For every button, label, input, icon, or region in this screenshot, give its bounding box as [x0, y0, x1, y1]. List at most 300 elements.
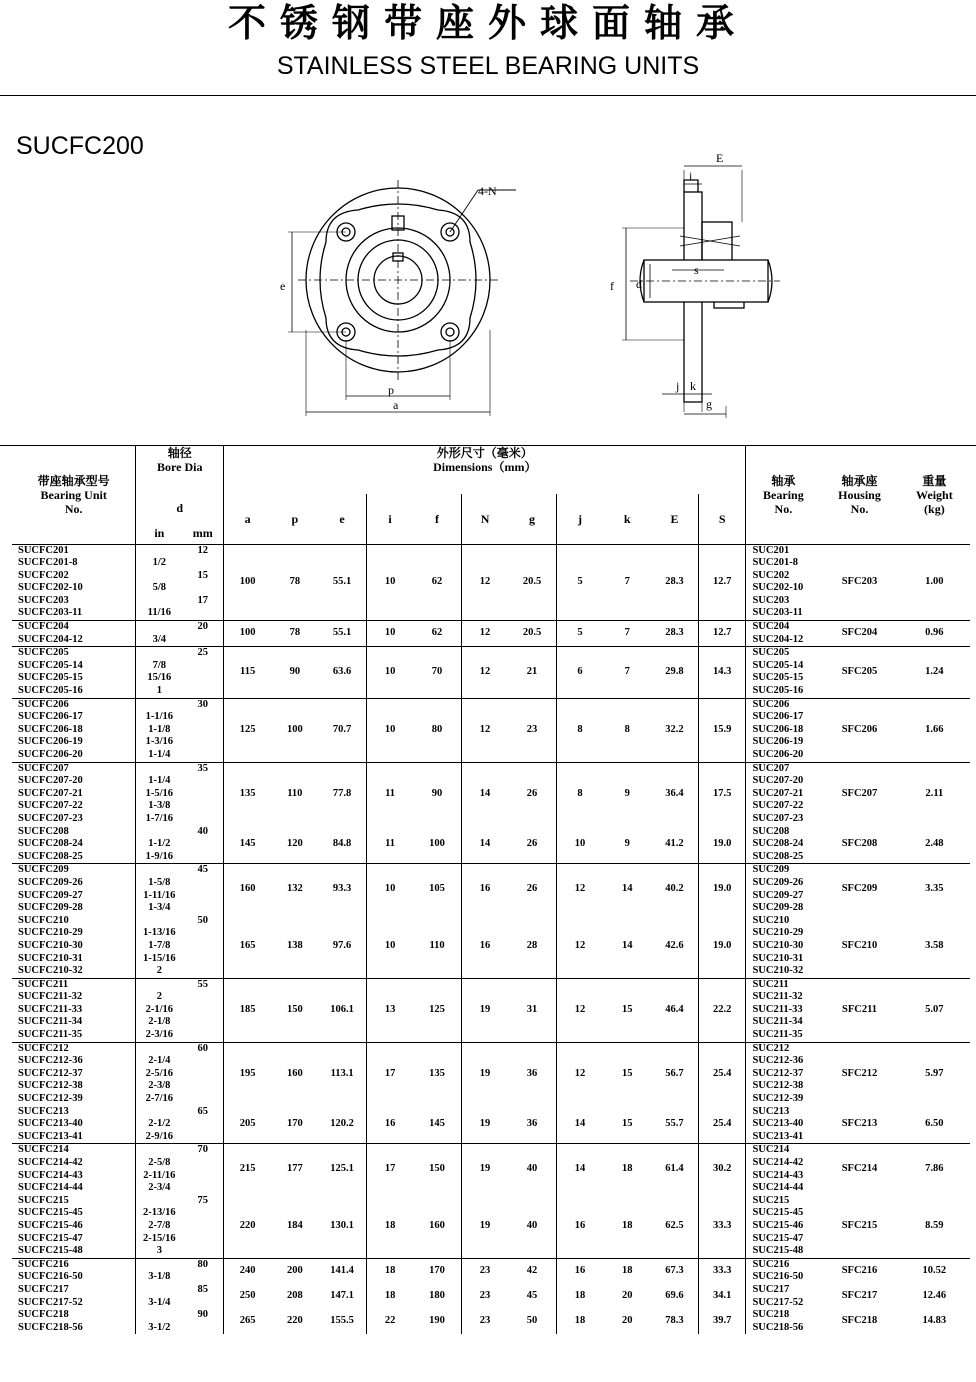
- bearings-value: SUC218-56: [752, 1321, 804, 1333]
- inch-value: [136, 647, 182, 660]
- E-cell: 55.7: [665, 1118, 684, 1130]
- label-k: k: [690, 379, 696, 393]
- bearings-value: SUC212-39: [752, 1093, 804, 1105]
- bearings-cell: [746, 621, 820, 647]
- inch-value: [136, 1144, 182, 1157]
- inch-value: [136, 1106, 182, 1119]
- inch-value: 2: [156, 991, 162, 1003]
- weight-cell: 7.86: [899, 1144, 970, 1195]
- bearings-cell: [746, 1106, 820, 1144]
- j-cell: 6: [556, 647, 603, 698]
- N-cell: 12: [461, 698, 508, 762]
- units-value: SUCFC204-12: [18, 633, 83, 645]
- j-cell: 12: [556, 978, 603, 1042]
- page-title-cn: 不锈钢带座外球面轴承: [227, 1, 748, 45]
- S-cell: 25.4: [698, 1042, 746, 1105]
- inch-cell: [136, 1258, 182, 1284]
- bearings-cell: [746, 1195, 820, 1258]
- g-cell: 40: [509, 1144, 556, 1195]
- units-value: SUCFC214-43: [18, 1169, 83, 1181]
- hdr-unit-no: No.: [64, 501, 83, 516]
- units-cell: [12, 544, 136, 621]
- bearings-value: SUC211-33: [752, 1003, 803, 1015]
- weight-cell: 10.52: [899, 1258, 970, 1284]
- housing-cell: SFC203: [820, 544, 898, 621]
- i-cell: 10: [366, 864, 413, 915]
- bearings-value: SUC211: [752, 978, 789, 990]
- table-row: [12, 1309, 970, 1334]
- mm-cell: [182, 1284, 223, 1309]
- bearings-value: SUC208-24: [752, 838, 804, 850]
- units-value: SUCFC214-44: [18, 1182, 83, 1194]
- hdr-bore-mm: mm: [192, 525, 213, 540]
- mm-value: 25: [197, 647, 208, 659]
- inch-cell: [136, 1284, 182, 1309]
- bearings-value: SUC205-14: [752, 659, 804, 671]
- inch-value: [136, 570, 182, 583]
- bearings-value: SUC202-10: [752, 582, 804, 594]
- p-cell: 220: [286, 1315, 303, 1327]
- j-cell: 8: [556, 762, 603, 825]
- E-cell: 56.7: [651, 1042, 698, 1105]
- mm-value: 75: [197, 1194, 208, 1206]
- hdr-p: p: [291, 511, 299, 526]
- i-cell: 11: [366, 826, 413, 864]
- units-value: SUCFC202: [18, 569, 69, 581]
- inch-value: 15/16: [147, 672, 172, 684]
- j-cell: 5: [556, 544, 603, 621]
- units-cell: [12, 864, 136, 915]
- mm-value: 60: [197, 1042, 208, 1054]
- f-cell: 105: [414, 864, 461, 915]
- inch-value: [136, 545, 182, 558]
- mm-value: 45: [197, 864, 208, 876]
- inch-value: 2-7/8: [148, 1219, 171, 1231]
- inch-value: 2-11/16: [143, 1169, 176, 1181]
- j-cell: 12: [556, 1042, 603, 1105]
- mm-value: [182, 1220, 223, 1233]
- weight-cell: 5.07: [899, 978, 970, 1042]
- inch-cell: [136, 647, 182, 698]
- a-cell: 145: [224, 826, 271, 864]
- hdr-weight-en: Weight: [916, 487, 953, 502]
- N-cell: 12: [461, 647, 508, 698]
- table-row: [12, 1042, 970, 1105]
- inch-value: 1-1/4: [148, 749, 171, 760]
- page-title-en: STAINLESS STEEL BEARING UNITS: [276, 52, 700, 80]
- mm-value: [182, 851, 223, 864]
- a-cell: 220: [224, 1195, 271, 1258]
- bearings-cell: [746, 544, 820, 621]
- bearings-value: SUC210-29: [752, 927, 804, 939]
- hdr-S: S: [698, 494, 746, 544]
- p-cell: 200: [271, 1258, 318, 1284]
- mm-value: 80: [197, 1258, 208, 1270]
- a-cell: 240: [224, 1258, 271, 1284]
- inch-value: 1-1/16: [145, 711, 174, 723]
- bearings-value: SUC217: [752, 1283, 790, 1295]
- E-cell: 46.4: [651, 978, 698, 1042]
- p-cell: 170: [286, 1118, 303, 1130]
- bearings-cell: [746, 1144, 820, 1195]
- units-cell: [12, 978, 136, 1042]
- inch-value: 1-5/8: [148, 876, 171, 888]
- f-cell: 110: [429, 939, 445, 951]
- bearings-value: SUC204: [752, 621, 790, 633]
- inch-value: [136, 864, 182, 877]
- a-cell: 115: [224, 647, 271, 698]
- k-cell: 15: [621, 1118, 633, 1130]
- g-cell: 31: [509, 978, 556, 1042]
- g-cell: 20.5: [509, 621, 556, 647]
- units-cell: [12, 621, 136, 647]
- mm-value: [182, 1271, 223, 1284]
- inch-cell: [136, 864, 182, 915]
- E-cell: 67.3: [651, 1258, 698, 1284]
- inch-value: [136, 1043, 182, 1056]
- inch-cell: [136, 1309, 182, 1334]
- table-body: [12, 544, 970, 1334]
- bearings-cell: [746, 762, 820, 825]
- inch-value: 2-1/4: [148, 1055, 171, 1067]
- mm-value: [182, 902, 223, 915]
- mm-value: [182, 927, 223, 940]
- housing-cell: SFC210: [841, 939, 878, 951]
- housing-cell: SFC211: [820, 978, 898, 1042]
- bearings-value: SUC207-22: [752, 800, 804, 812]
- i-cell: 17: [366, 1144, 413, 1195]
- mm-value: [182, 736, 223, 749]
- bearings-value: SUC210-31: [752, 952, 804, 964]
- inch-value: 2-5/16: [145, 1067, 174, 1079]
- inch-value: 1-3/16: [145, 736, 174, 748]
- weight-cell: 14.83: [922, 1315, 947, 1327]
- a-cell: 135: [224, 762, 271, 825]
- k-cell: 14: [604, 864, 651, 915]
- inch-value: 1-1/8: [148, 723, 171, 735]
- inch-value: 1-7/16: [145, 812, 174, 824]
- units-cell: [12, 762, 136, 825]
- bearings-cell: [746, 698, 820, 762]
- f-cell: 135: [414, 1042, 461, 1105]
- bearings-cell: [746, 1258, 820, 1284]
- hdr-bore-cn: 轴径: [167, 446, 192, 460]
- N-cell: 12: [461, 544, 508, 621]
- p-cell: 184: [286, 1219, 303, 1231]
- bearings-value: SUC205-16: [752, 685, 804, 697]
- a-cell: 100: [224, 544, 271, 621]
- mm-value: 65: [197, 1105, 208, 1117]
- hdr-i: i: [366, 494, 413, 544]
- p-cell: 160: [271, 1042, 318, 1105]
- f-cell: 70: [414, 647, 461, 698]
- bearings-value: SUC208-25: [752, 850, 804, 862]
- N-cell: 19: [461, 1195, 508, 1258]
- k-cell: 15: [604, 1042, 651, 1105]
- S-cell: 19.0: [698, 826, 746, 864]
- e-cell: 97.6: [332, 939, 352, 951]
- mm-value: [182, 775, 223, 788]
- i-cell: 16: [366, 1106, 413, 1144]
- units-value: SUCFC207-23: [18, 812, 83, 824]
- units-value: SUCFC208-25: [18, 850, 83, 862]
- f-cell: 100: [429, 838, 445, 850]
- units-value: SUCFC214: [18, 1144, 69, 1156]
- S-cell: 22.2: [698, 978, 746, 1042]
- units-value: SUCFC216: [18, 1258, 69, 1270]
- front-view: [288, 180, 516, 416]
- f-cell: 90: [414, 762, 461, 825]
- N-cell: 23: [461, 1309, 508, 1334]
- weight-cell: 1.00: [899, 544, 970, 621]
- g-cell: 28: [526, 939, 538, 951]
- units-value: SUCFC215-47: [18, 1232, 83, 1244]
- hdr-housing-no: No.: [850, 501, 869, 516]
- label-4n: 4-N: [478, 184, 497, 198]
- bearings-value: SUC201: [752, 544, 790, 556]
- hdr-E: E: [670, 511, 679, 526]
- housing-cell: SFC215: [841, 1219, 878, 1231]
- housing-cell: SFC208: [841, 838, 878, 850]
- bearings-value: SUC216-50: [752, 1271, 804, 1283]
- units-cell: [12, 1144, 136, 1195]
- g-cell: 50: [526, 1315, 538, 1327]
- bearings-cell: [746, 1042, 820, 1105]
- hdr-housing-en: Housing: [838, 487, 881, 502]
- a-cell: 195: [224, 1042, 271, 1105]
- mm-cell: [182, 1106, 223, 1144]
- k-cell: 8: [604, 698, 651, 762]
- hdr-unit-en: Bearing Unit: [40, 487, 107, 502]
- f-cell: 180: [429, 1290, 445, 1302]
- housing-cell: SFC204: [820, 621, 898, 647]
- mm-value: 30: [197, 698, 208, 710]
- hdr-unit-cn: 带座轴承型号: [37, 473, 110, 488]
- inch-value: 7/8: [152, 659, 167, 671]
- inch-value: [136, 979, 182, 992]
- i-cell: 11: [366, 762, 413, 825]
- f-cell: 160: [429, 1219, 445, 1231]
- bearings-cell: [746, 864, 820, 915]
- e-cell: 130.1: [330, 1219, 354, 1231]
- k-cell: 14: [621, 939, 633, 951]
- mm-value: [182, 788, 223, 801]
- a-cell: 215: [224, 1144, 271, 1195]
- inch-value: [136, 1195, 182, 1208]
- p-cell: 110: [271, 762, 318, 825]
- p-cell: 78: [271, 621, 318, 647]
- e-cell: 147.1: [330, 1290, 354, 1302]
- inch-value: 3: [156, 1245, 162, 1257]
- mm-value: [182, 1182, 223, 1195]
- units-value: SUCFC207: [18, 762, 69, 774]
- units-value: SUCFC203: [18, 594, 69, 606]
- bearings-value: SUC210: [752, 914, 790, 926]
- units-value: SUCFC201: [18, 544, 69, 556]
- g-cell: 42: [509, 1258, 556, 1284]
- g-cell: 36: [509, 1042, 556, 1105]
- j-cell: 18: [556, 1309, 603, 1334]
- j-cell: 12: [556, 915, 603, 978]
- inch-cell: [136, 621, 182, 647]
- bearings-value: SUC205-15: [752, 672, 804, 684]
- N-cell: 16: [461, 864, 508, 915]
- inch-value: 2-1/2: [148, 1118, 171, 1130]
- bearings-value: SUC205: [752, 647, 790, 659]
- weight-cell: 3.58: [925, 939, 944, 951]
- housing-cell: SFC218: [841, 1315, 878, 1327]
- housing-cell: SFC212: [820, 1042, 898, 1105]
- mm-value: [182, 607, 223, 620]
- g-cell: 36: [526, 1118, 538, 1130]
- mm-cell: [182, 1309, 223, 1334]
- units-cell: [12, 647, 136, 698]
- bearings-value: SUC212-38: [752, 1080, 804, 1092]
- i-cell: 10: [366, 544, 413, 621]
- hdr-j: j: [556, 494, 603, 544]
- units-value: SUCFC217-52: [18, 1296, 83, 1308]
- hdr-housing-cn: 轴承座: [841, 473, 878, 488]
- units-value: SUCFC208-24: [18, 838, 83, 850]
- mm-cell: [182, 864, 223, 915]
- j-cell: 18: [556, 1284, 603, 1309]
- k-cell: 20: [621, 1315, 633, 1327]
- units-value: SUCFC211-35: [18, 1029, 83, 1041]
- inch-value: 2-15/16: [143, 1232, 176, 1244]
- mm-value: [182, 660, 223, 673]
- weight-cell: 2.11: [899, 762, 970, 825]
- units-value: SUCFC217: [18, 1283, 69, 1295]
- hdr-weight-unit: (kg): [924, 501, 945, 516]
- units-value: SUCFC212-36: [18, 1055, 83, 1067]
- k-cell: 7: [604, 621, 651, 647]
- units-value: SUCFC212-39: [18, 1093, 83, 1105]
- mm-value: [182, 965, 223, 978]
- N-cell: 23: [461, 1258, 508, 1284]
- units-value: SUCFC205-16: [18, 685, 83, 697]
- bearings-value: SUC206-17: [752, 711, 804, 723]
- inch-value: 11/16: [147, 607, 172, 619]
- S-cell: 19.0: [698, 864, 746, 915]
- e-cell: 141.4: [319, 1258, 366, 1284]
- k-cell: 9: [604, 762, 651, 825]
- mm-cell: [182, 915, 223, 978]
- mm-value: [182, 1068, 223, 1081]
- S-cell: 34.1: [698, 1284, 746, 1309]
- mm-cell: [182, 826, 223, 864]
- mm-value: [182, 1322, 223, 1335]
- g-cell: 21: [509, 647, 556, 698]
- mm-value: 20: [197, 621, 208, 633]
- bearings-value: SUC214-42: [752, 1157, 804, 1168]
- hdr-e: e: [339, 511, 345, 526]
- table-row: [12, 1195, 970, 1258]
- header-divider: [0, 95, 976, 96]
- inch-cell: [136, 826, 182, 864]
- S-cell: 33.3: [698, 1195, 746, 1258]
- bearings-value: SUC212-37: [752, 1067, 804, 1079]
- e-cell: 113.1: [319, 1042, 366, 1105]
- f-cell: 80: [414, 698, 461, 762]
- k-cell: 9: [624, 838, 630, 850]
- p-cell: 177: [271, 1144, 318, 1195]
- e-cell: 84.8: [332, 838, 352, 850]
- label-j: j: [676, 379, 680, 393]
- k-cell: 15: [604, 978, 651, 1042]
- units-cell: [12, 826, 136, 864]
- label-f: f: [610, 279, 614, 293]
- e-cell: 125.1: [319, 1144, 366, 1195]
- bearings-value: SUC215-46: [752, 1219, 804, 1231]
- N-cell: 19: [461, 1106, 508, 1144]
- mm-value: 85: [197, 1283, 208, 1295]
- inch-value: 3/4: [152, 633, 167, 645]
- i-cell: 18: [366, 1258, 413, 1284]
- hdr-bearing-en: Bearing: [763, 487, 804, 502]
- table-row: [12, 826, 970, 864]
- inch-value: [136, 595, 182, 608]
- p-cell: 132: [271, 864, 318, 915]
- table-row: [12, 647, 970, 698]
- hdr-bore-en: Bore Dia: [157, 460, 203, 474]
- k-cell: 18: [604, 1258, 651, 1284]
- S-cell: 33.3: [698, 1258, 746, 1284]
- mm-cell: [182, 762, 223, 825]
- inch-value: 1-11/16: [143, 889, 176, 901]
- housing-cell: SFC214: [820, 1144, 898, 1195]
- e-cell: 55.1: [319, 621, 366, 647]
- units-value: SUCFC206-19: [18, 736, 83, 748]
- inch-value: 2-1/16: [145, 1003, 174, 1015]
- mm-value: [182, 672, 223, 685]
- table-row: [12, 1258, 970, 1284]
- inch-cell: [136, 1106, 182, 1144]
- g-cell: 23: [509, 698, 556, 762]
- e-cell: 93.3: [319, 864, 366, 915]
- housing-cell: SFC209: [820, 864, 898, 915]
- S-cell: 25.4: [698, 1106, 746, 1144]
- units-value: SUCFC212: [18, 1042, 69, 1054]
- inch-value: [136, 699, 182, 712]
- units-value: SUCFC207-20: [18, 775, 83, 787]
- f-cell: 170: [414, 1258, 461, 1284]
- inch-value: 1-1/2: [148, 838, 171, 850]
- inch-value: 2-13/16: [143, 1207, 176, 1219]
- weight-cell: 6.50: [925, 1118, 944, 1130]
- i-cell: 10: [366, 621, 413, 647]
- bearings-cell: [746, 826, 820, 864]
- units-value: SUCFC202-10: [18, 582, 83, 594]
- E-cell: 61.4: [651, 1144, 698, 1195]
- bearings-value: SUC213: [752, 1105, 790, 1117]
- units-value: SUCFC218-56: [18, 1321, 83, 1333]
- S-cell: 12.7: [698, 621, 746, 647]
- units-value: SUCFC206-17: [18, 711, 83, 723]
- bearings-value: SUC215-48: [752, 1245, 804, 1257]
- i-cell: 18: [366, 1284, 413, 1309]
- units-value: SUCFC208: [18, 825, 69, 837]
- inch-value: 2-3/4: [148, 1182, 171, 1194]
- bearings-value: SUC209-28: [752, 902, 804, 914]
- S-cell: 17.5: [698, 762, 746, 825]
- weight-cell: 12.46: [922, 1290, 947, 1302]
- E-cell: 41.2: [665, 838, 684, 850]
- a-cell: 165: [224, 915, 271, 978]
- mm-cell: [182, 647, 223, 698]
- mm-value: [182, 838, 223, 851]
- inch-value: 1: [156, 685, 162, 697]
- bearings-value: SUC206-18: [752, 723, 804, 735]
